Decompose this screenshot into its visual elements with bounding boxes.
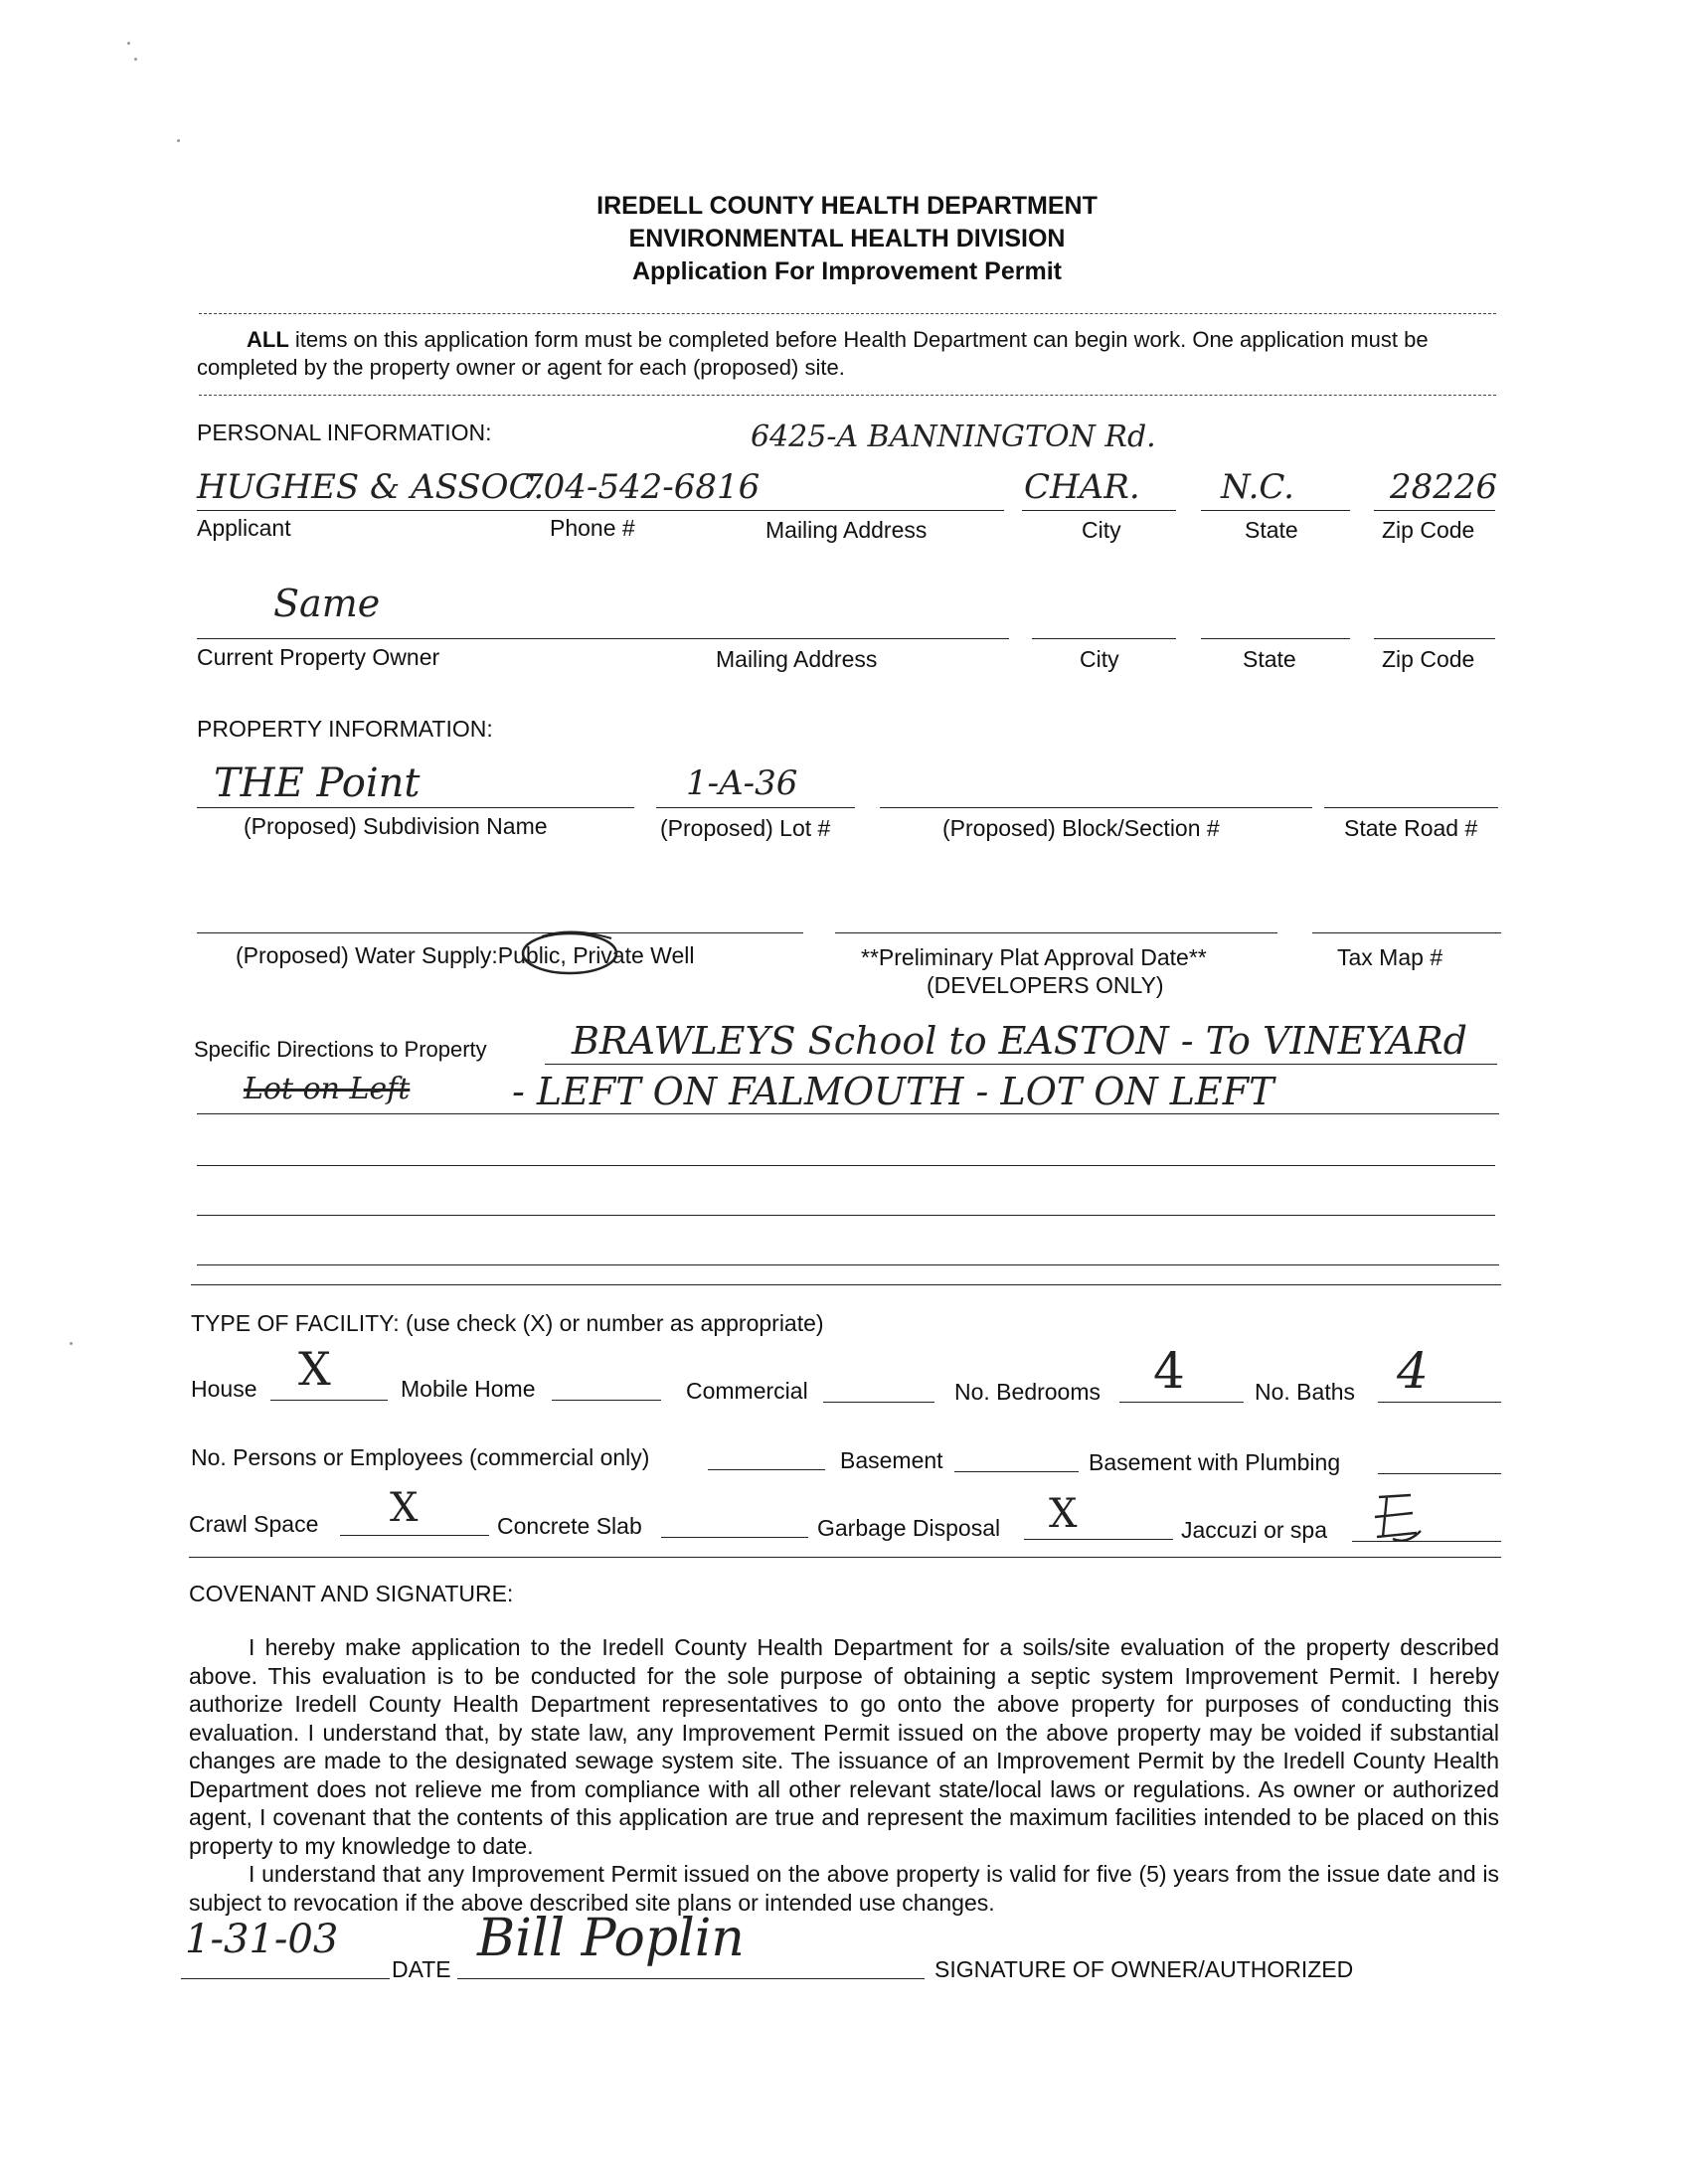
applicant-label: Applicant <box>197 515 291 541</box>
owner-zip-label: Zip Code <box>1382 646 1475 672</box>
city-value[interactable]: CHAR. <box>1024 467 1140 507</box>
header-division: ENVIRONMENTAL HEALTH DIVISION <box>628 225 1066 252</box>
header-form-title: Application For Improvement Permit <box>631 257 1062 285</box>
bedrooms-label: No. Bedrooms <box>954 1379 1101 1405</box>
crawl-label: Crawl Space <box>189 1511 319 1537</box>
jaccuzi-label: Jaccuzi or spa <box>1181 1517 1328 1543</box>
personal-heading: PERSONAL INFORMATION: <box>197 420 492 445</box>
facility-heading: TYPE OF FACILITY: (use check (X) or number as appropriate) <box>191 1310 824 1336</box>
zip-line <box>1374 510 1495 511</box>
scan-speck <box>70 1342 73 1345</box>
jaccuzi-handwritten-mark <box>1367 1489 1427 1549</box>
plat-label: **Preliminary Plat Approval Date** <box>861 944 1207 970</box>
block-line <box>880 807 1312 808</box>
water-private-option[interactable]: , Private Well <box>560 942 695 968</box>
city-line <box>1022 510 1176 511</box>
crawl-line <box>340 1535 489 1536</box>
taxmap-label: Tax Map # <box>1337 944 1443 970</box>
owner-mailing-line <box>616 638 1009 639</box>
garbage-label: Garbage Disposal <box>817 1515 1001 1541</box>
house-line <box>270 1400 388 1401</box>
directions-line1-value[interactable]: BRAWLEYS School to EASTON - To VINEYARd <box>572 1019 1467 1063</box>
header-department: IREDELL COUNTY HEALTH DEPARTMENT <box>596 192 1098 220</box>
city-label: City <box>1082 517 1121 543</box>
lot-value[interactable]: 1-A-36 <box>686 763 798 803</box>
plat-sub-label: (DEVELOPERS ONLY) <box>927 972 1164 998</box>
section-divider <box>191 1284 1501 1285</box>
crawl-value[interactable]: X <box>390 1485 419 1531</box>
state-line <box>1201 510 1350 511</box>
subdivision-label: (Proposed) Subdivision Name <box>244 813 548 839</box>
date-label: DATE <box>392 1956 451 1982</box>
mobile-line <box>552 1400 661 1401</box>
date-line <box>181 1978 390 1979</box>
persons-label: No. Persons or Employees (commercial only) <box>191 1444 650 1470</box>
basement-plumbing-line <box>1378 1473 1501 1474</box>
zip-value[interactable]: 28226 <box>1390 467 1498 507</box>
scan-speck <box>177 139 180 142</box>
directions-struck-value[interactable]: Lot on Left <box>244 1072 411 1106</box>
water-supply-text: (Proposed) Water Supply: <box>236 942 498 968</box>
persons-line <box>708 1469 825 1470</box>
intro-rest: items on this application form must be completed before Health Department can begin work. One application must be completed by the property owner or agent for each (proposed) site. <box>197 327 1429 380</box>
directions-line-3 <box>197 1165 1495 1166</box>
directions-line-1 <box>545 1064 1497 1065</box>
water-line <box>197 932 803 933</box>
owner-line <box>197 638 636 639</box>
garbage-line <box>1024 1539 1173 1540</box>
directions-line-5 <box>197 1264 1499 1265</box>
owner-mailing-label: Mailing Address <box>716 646 878 672</box>
slab-line <box>661 1537 808 1538</box>
intro-text <box>197 326 1499 382</box>
road-label: State Road # <box>1344 815 1478 841</box>
directions-label: Specific Directions to Property <box>194 1037 487 1062</box>
basement-label: Basement <box>840 1447 943 1473</box>
applicant-value[interactable]: HUGHES & ASSOC. <box>197 467 545 507</box>
water-public-option[interactable]: Public <box>497 942 561 968</box>
divider <box>199 313 1496 314</box>
commercial-label: Commercial <box>686 1378 808 1404</box>
mailing-label: Mailing Address <box>765 517 928 543</box>
slab-label: Concrete Slab <box>497 1513 642 1539</box>
lot-line <box>656 807 855 808</box>
zip-label: Zip Code <box>1382 517 1475 543</box>
mailing-address-value[interactable]: 6425-A BANNINGTON Rd. <box>751 420 1156 454</box>
road-line <box>1324 807 1498 808</box>
lot-label: (Proposed) Lot # <box>660 815 831 841</box>
divider <box>199 395 1496 396</box>
baths-value[interactable]: 4 <box>1397 1342 1429 1400</box>
state-label: State <box>1245 517 1298 543</box>
directions-line2-value[interactable]: - LEFT ON FALMOUTH - LOT ON LEFT <box>512 1070 1274 1113</box>
signature-value[interactable]: Bill Poplin <box>477 1909 745 1968</box>
owner-value[interactable]: Same <box>273 582 381 625</box>
baths-label: No. Baths <box>1255 1379 1355 1405</box>
owner-city-line <box>1032 638 1176 639</box>
directions-line-4 <box>197 1215 1495 1216</box>
house-label: House <box>191 1376 257 1402</box>
covenant-heading: COVENANT AND SIGNATURE: <box>189 1581 514 1606</box>
signature-label: SIGNATURE OF OWNER/AUTHORIZED <box>934 1956 1354 1982</box>
owner-city-label: City <box>1080 646 1119 672</box>
covenant-paragraph-1: I hereby make application to the Iredell County Health Department for a soils/site evaluation of the property described above. This evaluation is to be conducted for the sole purpose of obtaining a septic system Improvement Permit. I hereby authorize Iredell County Health Department representatives to go onto the above property for purposes of conducting this evaluation. I understand that, by state law, any Improvement Permit issued on the above property may be voided if substantial changes are made to the designated sewage system site. The issuance of an Improvement Permit by the Iredell County Health Department does not relieve me from compliance with all other relevant state/local laws or regulations. As owner or authorized agent, I covenant that the contents of this application are true and represent the maximum facilities intended to be placed on this property to my knowledge to date. <box>189 1634 1499 1859</box>
scan-speck <box>127 42 130 45</box>
commercial-line <box>823 1402 934 1403</box>
plat-line <box>835 932 1277 933</box>
basement-line <box>954 1471 1079 1472</box>
baths-line <box>1378 1402 1501 1403</box>
directions-line-2 <box>197 1113 1499 1114</box>
owner-zip-line <box>1374 638 1495 639</box>
house-value[interactable]: X <box>298 1342 331 1396</box>
property-heading: PROPERTY INFORMATION: <box>197 716 493 742</box>
phone-label: Phone # <box>550 515 635 541</box>
applicant-line <box>197 510 1004 511</box>
state-value[interactable]: N.C. <box>1221 467 1294 507</box>
subdivision-value[interactable]: THE Point <box>214 760 421 806</box>
owner-state-label: State <box>1243 646 1296 672</box>
intro-bold: ALL <box>247 327 289 352</box>
owner-label: Current Property Owner <box>197 644 440 670</box>
block-label: (Proposed) Block/Section # <box>942 815 1220 841</box>
subdivision-line <box>197 807 634 808</box>
covenant-paragraph-2: I understand that any Improvement Permit issued on the above property is valid for five (5) years from the issue date and is subject to revocation if the above described site plans or intended use changes. <box>189 1861 1499 1916</box>
date-value[interactable]: 1-31-03 <box>185 1917 339 1962</box>
scan-speck <box>134 58 137 61</box>
section-divider <box>189 1557 1501 1558</box>
mobile-label: Mobile Home <box>401 1376 536 1402</box>
bedrooms-value[interactable]: 4 <box>1153 1342 1185 1400</box>
garbage-value[interactable]: X <box>1049 1491 1078 1537</box>
public-circled-mark <box>512 923 631 980</box>
signature-line <box>457 1978 925 1979</box>
phone-value[interactable]: 704-542-6816 <box>522 467 761 507</box>
basement-plumbing-label: Basement with Plumbing <box>1089 1449 1341 1475</box>
bedrooms-line <box>1119 1402 1244 1403</box>
taxmap-line <box>1312 932 1501 933</box>
owner-state-line <box>1201 638 1350 639</box>
